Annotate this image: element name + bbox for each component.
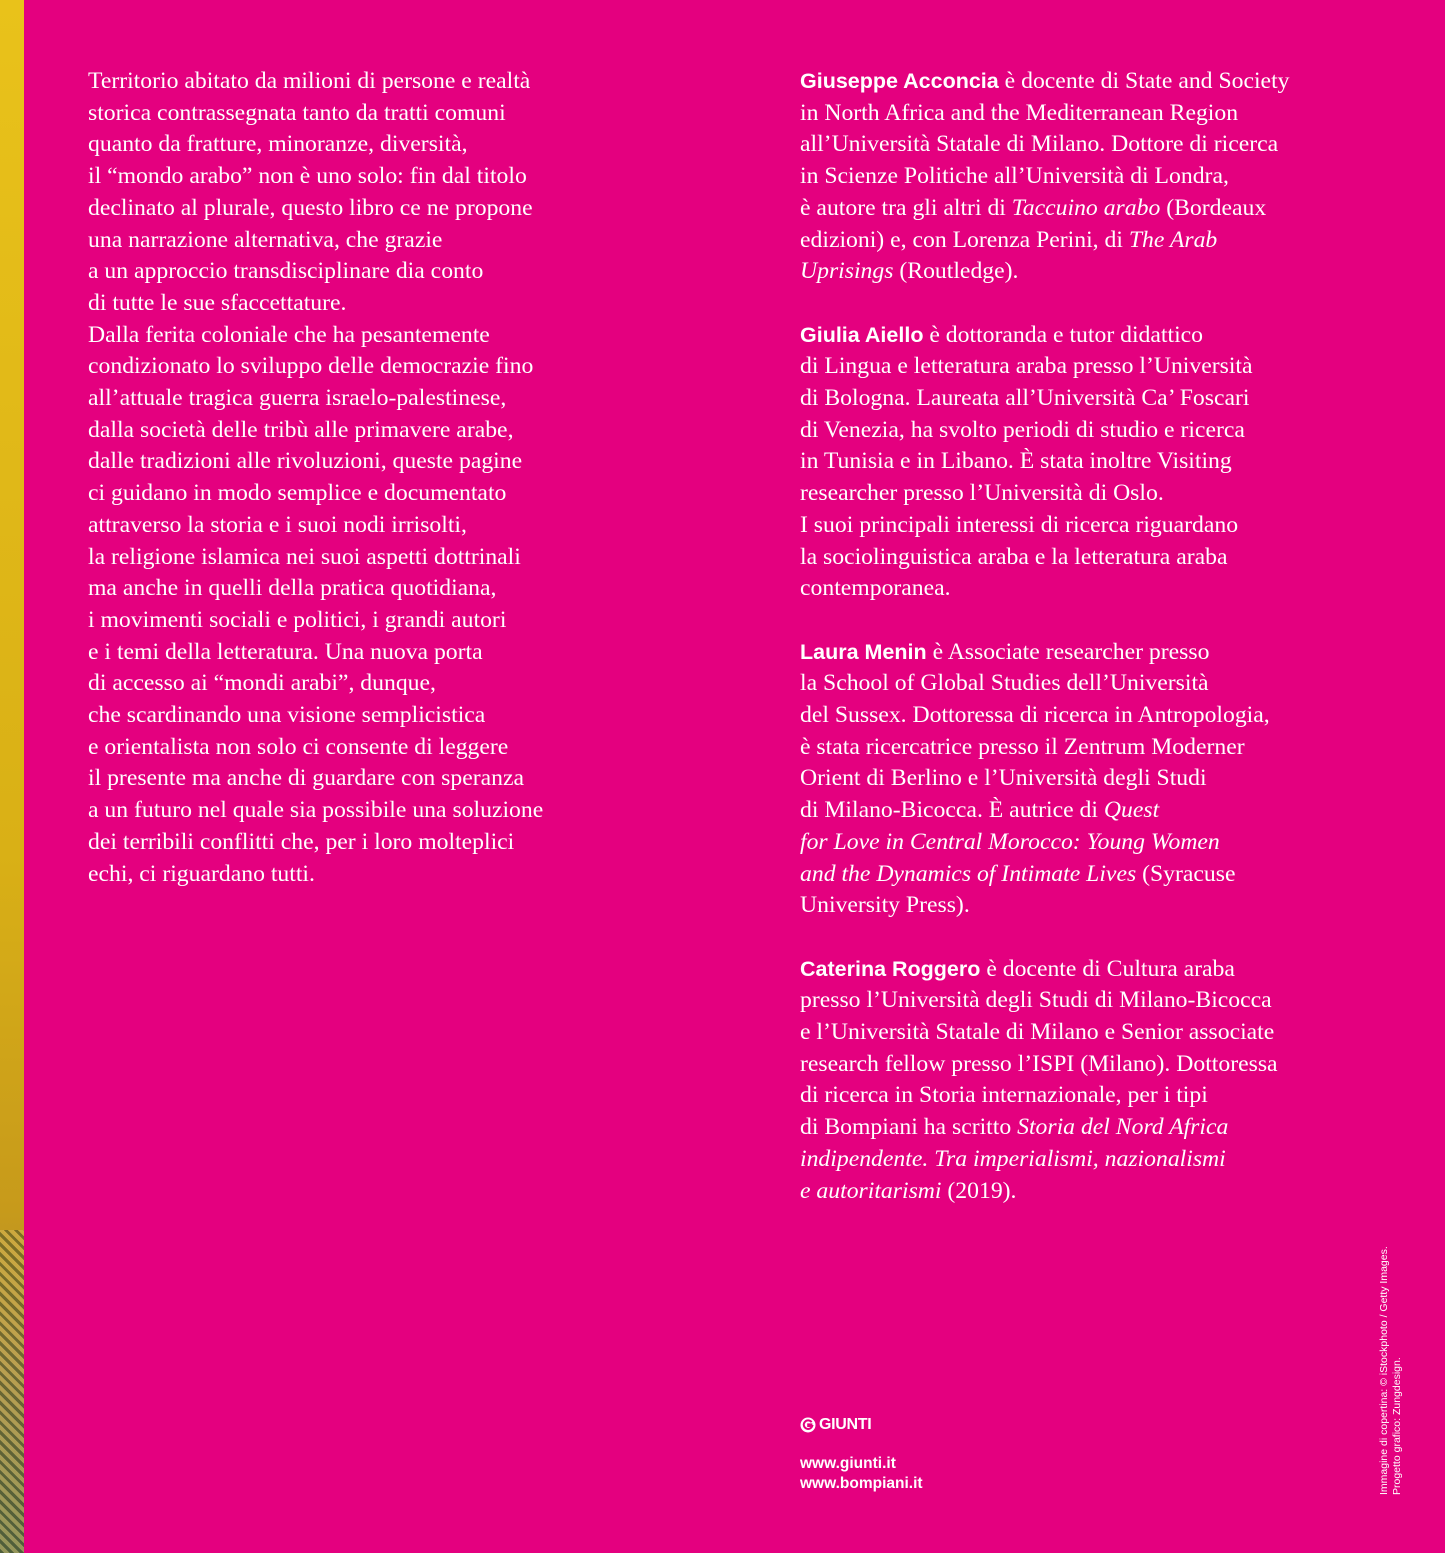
description-line: echi, ci riguardano tutti. <box>88 860 315 887</box>
cover-image-credit: Immagine di copertina: © iStockphoto / Getty Images. <box>1378 1246 1390 1495</box>
description-line: declinato al plurale, questo libro ce ne propone <box>88 194 533 221</box>
bio-line: di Bologna. Laureata all’Università Ca’ Foscari <box>800 385 1250 412</box>
publisher-urls <box>800 1454 923 1494</box>
image-credits <box>1378 1210 1403 1495</box>
bio-line: and the Dynamics of Intimate Lives (Syracuse <box>800 860 1236 887</box>
description-line: attraverso la storia e i suoi nodi irrisolti, <box>88 511 467 538</box>
bio-line: all’Università Statale di Milano. Dottore di ricerca <box>800 131 1279 158</box>
description-line: dei terribili conflitti che, per i loro molteplici <box>88 828 515 855</box>
bio-line: in Scienze Politiche all’Università di Londra, <box>800 163 1229 190</box>
bio-line: in Tunisia e in Libano. È stata inoltre Visiting <box>800 448 1232 475</box>
author-bios <box>800 66 1380 1239</box>
bio-line: di ricerca in Storia internazionale, per i tipi <box>800 1082 1208 1109</box>
bio-line: edizioni) e, con Lorenza Perini, di The Arab <box>800 226 1218 253</box>
url-giunti[interactable]: www.giunti.it <box>800 1455 896 1472</box>
design-credit: Progetto grafico: Zungdesign. <box>1390 1357 1403 1495</box>
bio-line: di Lingua e letteratura araba presso l’Università <box>800 353 1253 380</box>
book-title: Storia del Nord Africa <box>1017 1114 1229 1141</box>
logo-text: GIUNTI <box>819 1416 872 1433</box>
bio-line: di Milano-Bicocca. È autrice di Quest <box>800 797 1160 824</box>
bio-first-line: Caterina Roggero è docente di Cultura araba <box>800 955 1235 982</box>
description-line: che scardinando una visione semplicistica <box>88 702 486 729</box>
author-name: Caterina Roggero <box>800 956 981 981</box>
url-bompiani[interactable]: www.bompiani.it <box>800 1475 923 1492</box>
author-name: Giuseppe Acconcia <box>800 69 999 93</box>
description-line: quanto da fratture, minoranze, diversità, <box>88 131 468 158</box>
book-description <box>88 66 648 890</box>
bio-line: Uprisings (Routledge). <box>800 258 1019 285</box>
book-title: and the Dynamics of Intimate Lives <box>800 860 1137 887</box>
bio-line: Orient di Berlino e l’Università degli Studi <box>800 765 1207 792</box>
bio-line: del Sussex. Dottoressa di ricerca in Antropologia, <box>800 702 1270 729</box>
bio-line: I suoi principali interessi di ricerca riguardano <box>800 511 1239 538</box>
description-line: di tutte le sue sfaccettature. <box>88 289 347 316</box>
description-line: a un futuro nel quale sia possibile una soluzione <box>88 797 544 824</box>
bio-first-line: Giulia Aiello è dottoranda e tutor didattico <box>800 321 1204 348</box>
giunti-logo[interactable] <box>800 1416 923 1434</box>
bio-line: contemporanea. <box>800 575 951 602</box>
description-line: ma anche in quelli della pratica quotidiana, <box>88 575 497 602</box>
bio-line: è stata ricercatrice presso il Zentrum Moderner <box>800 733 1245 760</box>
bio-line: è autore tra gli altri di Taccuino arabo (Bordeaux <box>800 194 1267 221</box>
book-title: indipendente. Tra imperialismi, nazionalismi <box>800 1145 1226 1172</box>
description-line: storica contrassegnata tanto da tratti comuni <box>88 99 506 126</box>
bio-line: la School of Global Studies dell’Università <box>800 670 1209 697</box>
book-title: Uprisings <box>800 258 894 285</box>
description-line: e i temi della letteratura. Una nuova porta <box>88 638 483 665</box>
publisher-block <box>800 1416 923 1494</box>
book-title: Taccuino arabo <box>1011 194 1161 221</box>
bio-line: presso l’Università degli Studi di Milano-Bicocca <box>800 987 1272 1014</box>
bio-laura-menin <box>800 637 1380 922</box>
description-line: e orientalista non solo ci consente di leggere <box>88 733 509 760</box>
bio-first-line: Giuseppe Acconcia è docente di State and Society <box>800 68 1290 94</box>
description-line: il “mondo arabo” non è uno solo: fin dal titolo <box>88 163 527 190</box>
cover-image-edge <box>0 0 24 1553</box>
description-line: dalla società delle tribù alle primavere arabe, <box>88 416 514 443</box>
bio-line: e autoritarismi (2019). <box>800 1177 1017 1204</box>
book-title: e autoritarismi <box>800 1177 942 1204</box>
description-line: condizionato lo sviluppo delle democrazie fino <box>88 353 534 380</box>
bio-line: University Press). <box>800 892 970 919</box>
description-line: a un approccio transdisciplinare dia conto <box>88 258 484 285</box>
bio-line: research fellow presso l’ISPI (Milano). Dottoressa <box>800 1050 1278 1077</box>
bio-line: e l’Università Statale di Milano e Senior associate <box>800 1019 1275 1046</box>
description-line: una narrazione alternativa, che grazie <box>88 226 443 253</box>
description-line: dalle tradizioni alle rivoluzioni, queste pagine <box>88 448 523 475</box>
bio-caterina-roggero <box>800 954 1380 1208</box>
bio-giuseppe-acconcia <box>800 66 1380 288</box>
description-line: Territorio abitato da milioni di persone e realtà <box>88 68 531 94</box>
author-name: Giulia Aiello <box>800 322 924 347</box>
bio-giulia-aiello <box>800 320 1380 605</box>
author-name: Laura Menin <box>800 639 927 664</box>
book-title: for Love in Central Morocco: Young Women <box>800 828 1220 855</box>
giunti-g-icon <box>800 1417 816 1433</box>
bio-line: di Venezia, ha svolto periodi di studio e ricerca <box>800 416 1245 443</box>
description-line: Dalla ferita coloniale che ha pesantemente <box>88 321 490 348</box>
description-line: la religione islamica nei suoi aspetti dottrinali <box>88 543 521 570</box>
description-line: il presente ma anche di guardare con speranza <box>88 765 525 792</box>
bio-line: la sociolinguistica araba e la letteratura araba <box>800 543 1228 570</box>
bio-first-line: Laura Menin è Associate researcher presso <box>800 638 1210 665</box>
description-line: i movimenti sociali e politici, i grandi autori <box>88 606 507 633</box>
description-line: di accesso ai “mondi arabi”, dunque, <box>88 670 436 697</box>
bio-line: in North Africa and the Mediterranean Region <box>800 99 1239 126</box>
bio-line: researcher presso l’Università di Oslo. <box>800 480 1164 507</box>
book-title: Quest <box>1103 797 1160 824</box>
bio-line <box>800 827 1380 859</box>
description-line: ci guidano in modo semplice e documentato <box>88 480 507 507</box>
bio-line: di Bompiani ha scritto Storia del Nord Africa <box>800 1114 1229 1141</box>
bio-line <box>800 1144 1380 1176</box>
book-title: The Arab <box>1128 226 1218 253</box>
description-line: all’attuale tragica guerra israelo-palestinese, <box>88 385 507 412</box>
